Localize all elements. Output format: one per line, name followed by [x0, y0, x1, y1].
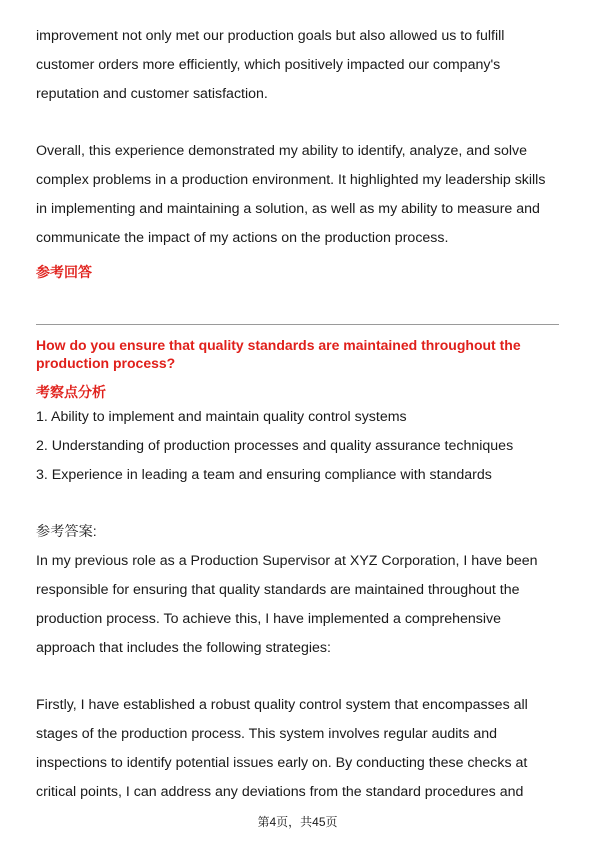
answer-text-line: responsible for ensuring that quality standards are maintained throughout the — [36, 582, 520, 598]
answer-label: 参考答案: — [36, 524, 97, 540]
answer-text-line: Firstly, I have established a robust quality control system that encompasses all — [36, 697, 528, 713]
body-text-line: in implementing and maintaining a solution, as well as my ability to measure and — [36, 201, 540, 217]
body-text-line: communicate the impact of my actions on the production process. — [36, 230, 449, 246]
body-text-line: complex problems in a production environment. It highlighted my leadership skills — [36, 172, 546, 188]
analysis-heading: 考察点分析 — [36, 384, 106, 400]
question-heading-line: production process? — [36, 355, 176, 371]
body-text-line: reputation and customer satisfaction. — [36, 86, 268, 102]
answer-text-line: approach that includes the following strategies: — [36, 640, 331, 656]
analysis-point: 3. Experience in leading a team and ensuring compliance with standards — [36, 467, 492, 483]
reference-answer-heading: 参考回答 — [36, 264, 92, 280]
analysis-point: 1. Ability to implement and maintain quality control systems — [36, 409, 407, 425]
question-heading-line: How do you ensure that quality standards are maintained throughout the — [36, 337, 521, 353]
answer-text-line: inspections to identify potential issues early on. By conducting these checks at — [36, 755, 528, 771]
answer-text-line: stages of the production process. This system involves regular audits and — [36, 726, 498, 742]
body-text-line: Overall, this experience demonstrated my ability to identify, analyze, and solve — [36, 143, 528, 159]
body-text-line: improvement not only met our production goals but also allowed us to fulfill — [36, 28, 505, 44]
answer-text-line: critical points, I can address any deviations from the standard procedures and — [36, 784, 524, 800]
page-number: 第4页，共45页 — [257, 815, 338, 829]
answer-text-line: In my previous role as a Production Supervisor at XYZ Corporation, I have been — [36, 553, 538, 569]
section-divider — [36, 324, 559, 325]
answer-text-line: production process. To achieve this, I have implemented a comprehensive — [36, 611, 502, 627]
analysis-point: 2. Understanding of production processes and quality assurance techniques — [36, 438, 514, 454]
body-text-line: customer orders more efficiently, which positively impacted our company's — [36, 57, 501, 73]
